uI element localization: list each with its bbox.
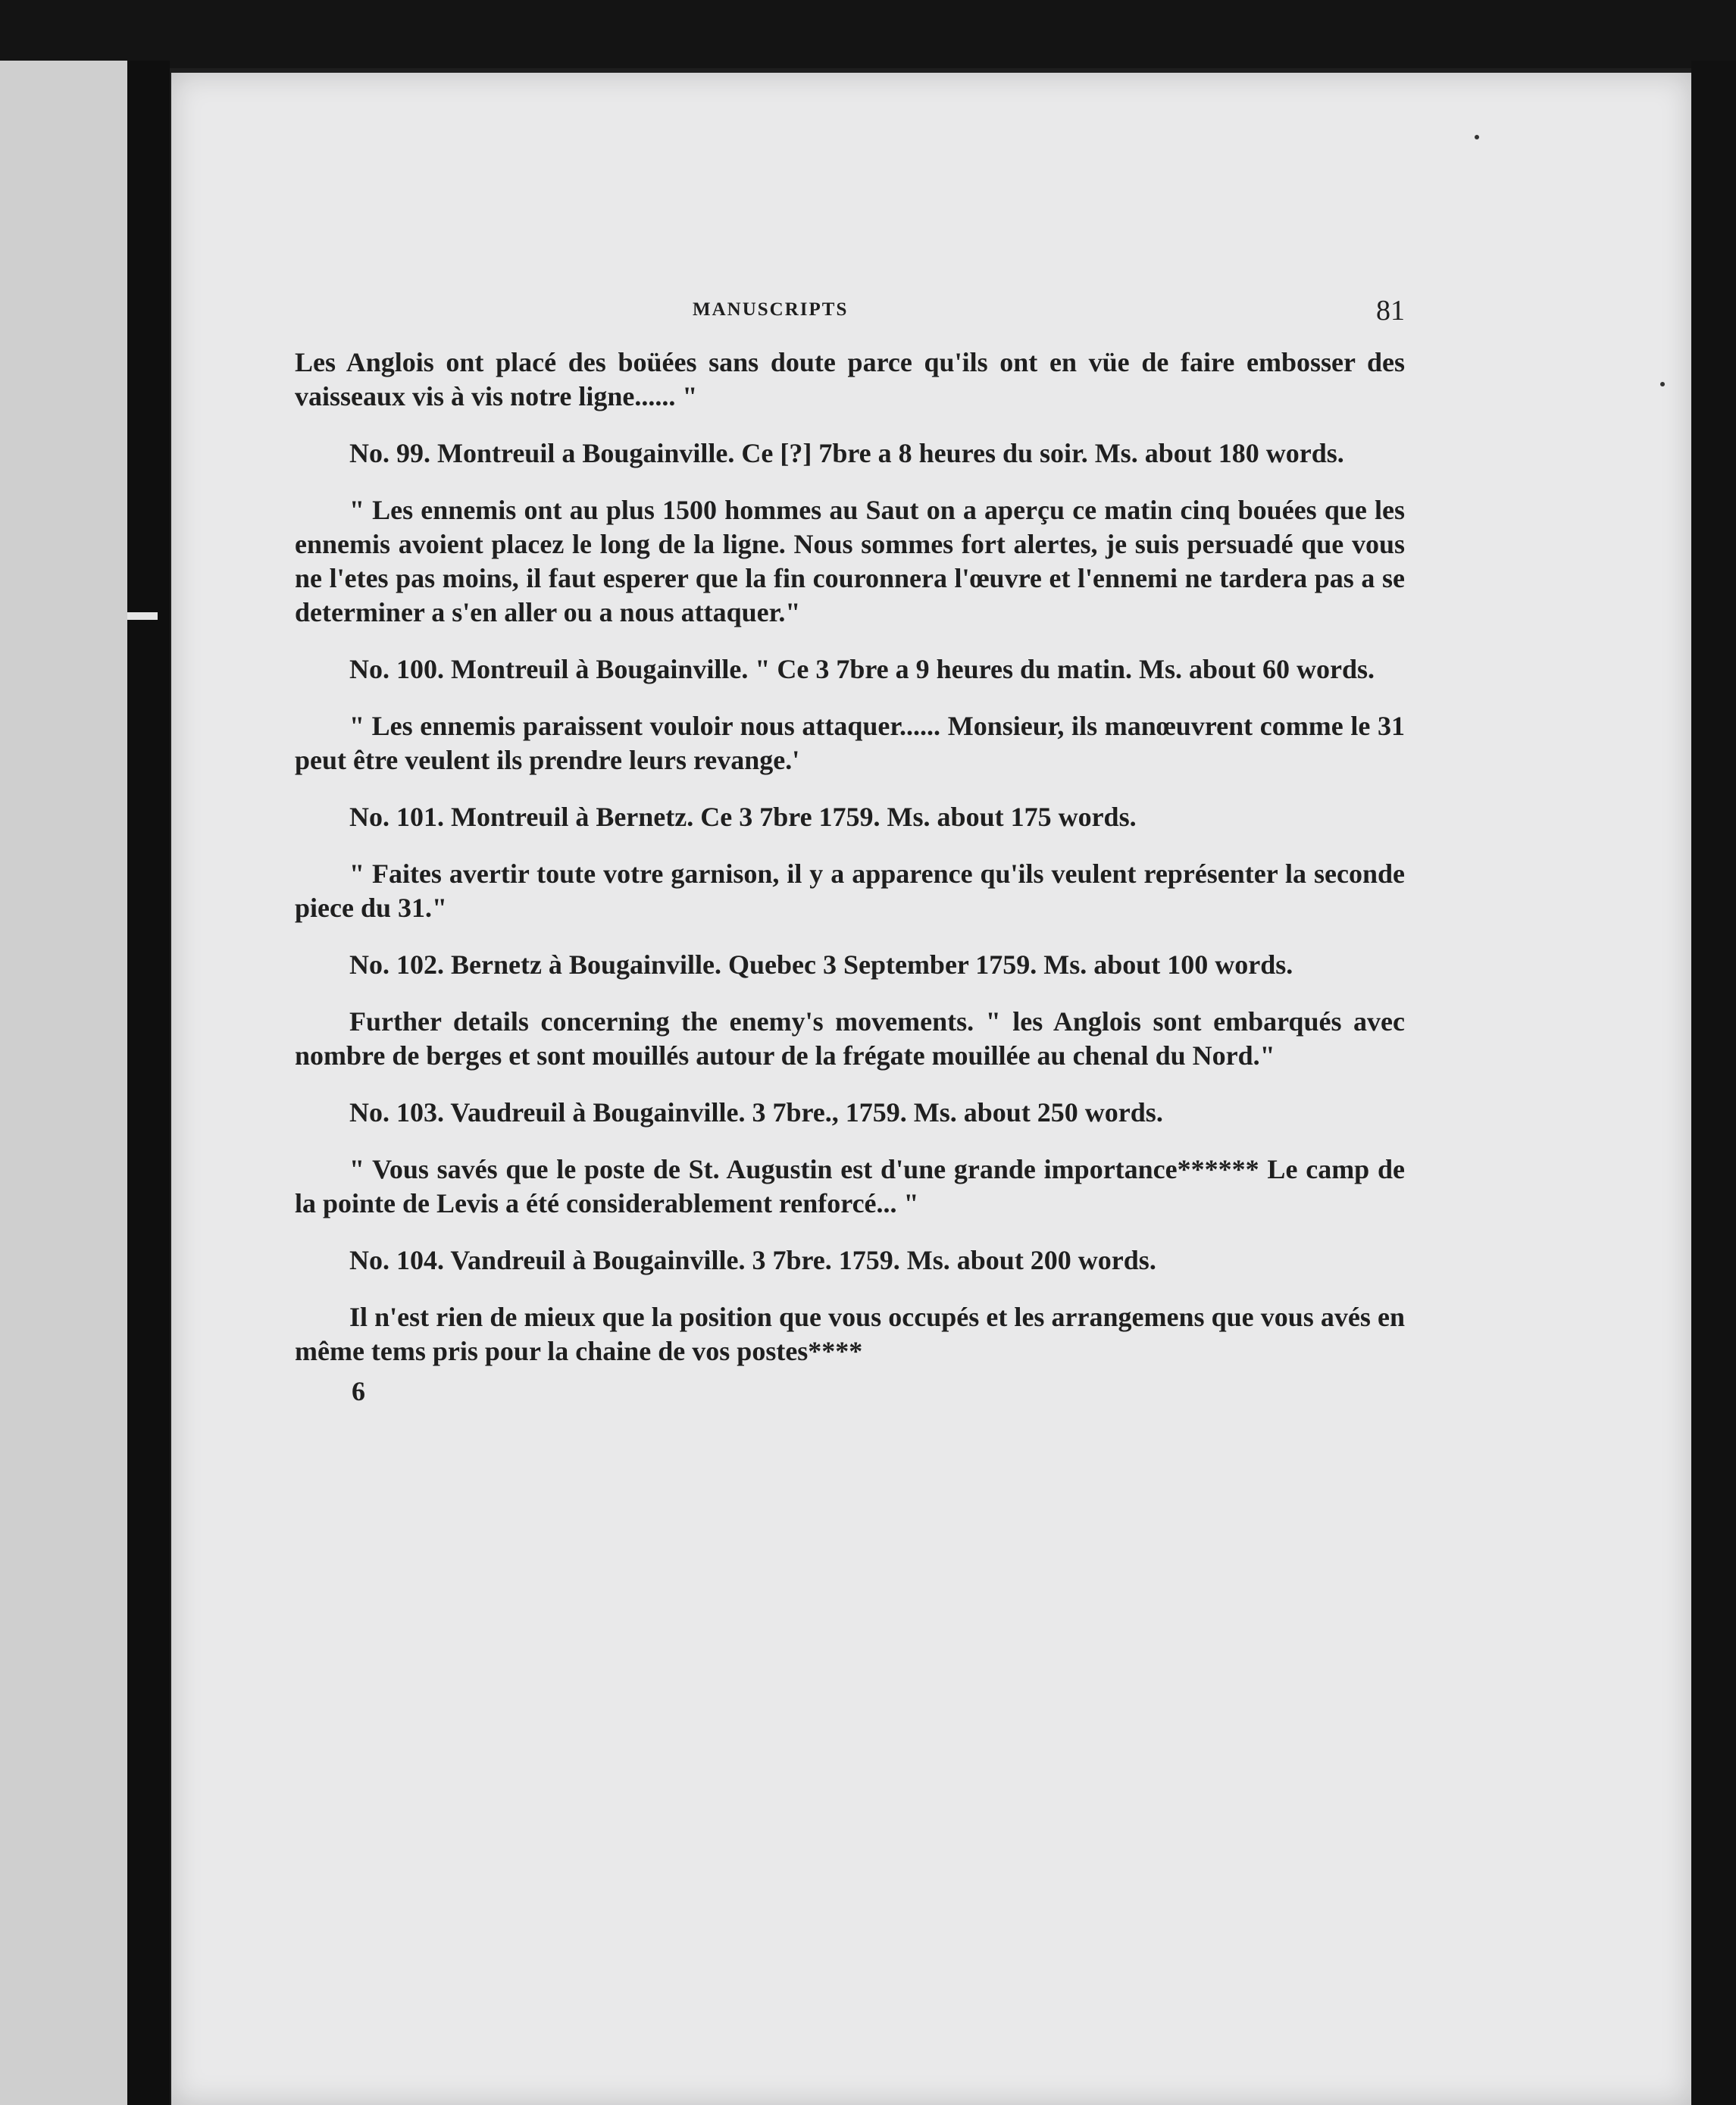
scan-speck <box>1475 135 1479 139</box>
quotation: " Les ennemis paraissent vouloir nous attaquer...... Monsieur, ils manœuvrent comme le 31 peut être veulent ils prendre leurs revange.' <box>295 711 1405 775</box>
entry-heading: No. 99. Montreuil a Bougainville. Ce [?] 7bre a 8 heures du soir. Ms. about 180 words. <box>349 438 1344 468</box>
quotation: " Vous savés que le poste de St. Augustin est d'une grande importance****** Le camp de la pointe de Levis a été considerablement renforcé... " <box>295 1154 1405 1218</box>
page-text <box>295 292 1405 1409</box>
entry-heading: No. 103. Vaudreuil à Bougainville. 3 7bre., 1759. Ms. about 250 words. <box>349 1097 1163 1128</box>
paragraph: Il n'est rien de mieux que la position que vous occupés et les arrangemens que vous avés en même tems pris pour la chaine de vos postes**** <box>295 1302 1405 1366</box>
quotation: " Faites avertir toute votre garnison, il y a apparence qu'ils veulent représenter la seconde piece du 31." <box>295 859 1405 923</box>
entry-heading: No. 104. Vandreuil à Bougainville. 3 7bre. 1759. Ms. about 200 words. <box>349 1245 1156 1275</box>
book-binding-shadow <box>127 61 170 2105</box>
paragraph: Les Anglois ont placé des boüées sans doute parce qu'ils ont en vüe de faire embosser des vaisseaux vis à vis notre ligne...... " <box>295 347 1405 411</box>
page-number: 81 <box>1376 295 1405 327</box>
facing-page-edge <box>0 61 127 2105</box>
quotation: " Les ennemis ont au plus 1500 hommes au Saut on a aperçu ce matin cinq bouées que les ennemis avoient placez le long de la ligne. Nous sommes fort alertes, je suis persuadé que vous ne l'etes pas moins, il faut esperer que la fin couronnera l'œuvre et l'ennemi ne tardera pas a se determiner a s'en aller ou a nous attaquer." <box>295 495 1405 627</box>
scan-speck <box>1660 382 1665 386</box>
paragraph: Further details concerning the enemy's movements. " les Anglois sont embarqués avec nombre de berges et sont mouillés autour de la frégate mouillée au chenal du Nord." <box>295 1006 1405 1071</box>
running-head <box>295 292 1405 346</box>
entry-heading: No. 102. Bernetz à Bougainville. Quebec 3 September 1759. Ms. about 100 words. <box>349 949 1293 980</box>
book-page <box>171 73 1691 2105</box>
facing-page-mark <box>127 612 158 620</box>
entry-heading: No. 101. Montreuil à Bernetz. Ce 3 7bre 1759. Ms. about 175 words. <box>349 802 1137 832</box>
running-head-title: MANUSCRIPTS <box>693 299 849 320</box>
signature-mark: 6 <box>352 1376 365 1406</box>
scan-top-border <box>0 0 1736 68</box>
entry-heading: No. 100. Montreuil à Bougainville. " Ce 3 7bre a 9 heures du matin. Ms. about 60 words. <box>349 654 1375 684</box>
scan-right-border <box>1691 61 1736 2105</box>
